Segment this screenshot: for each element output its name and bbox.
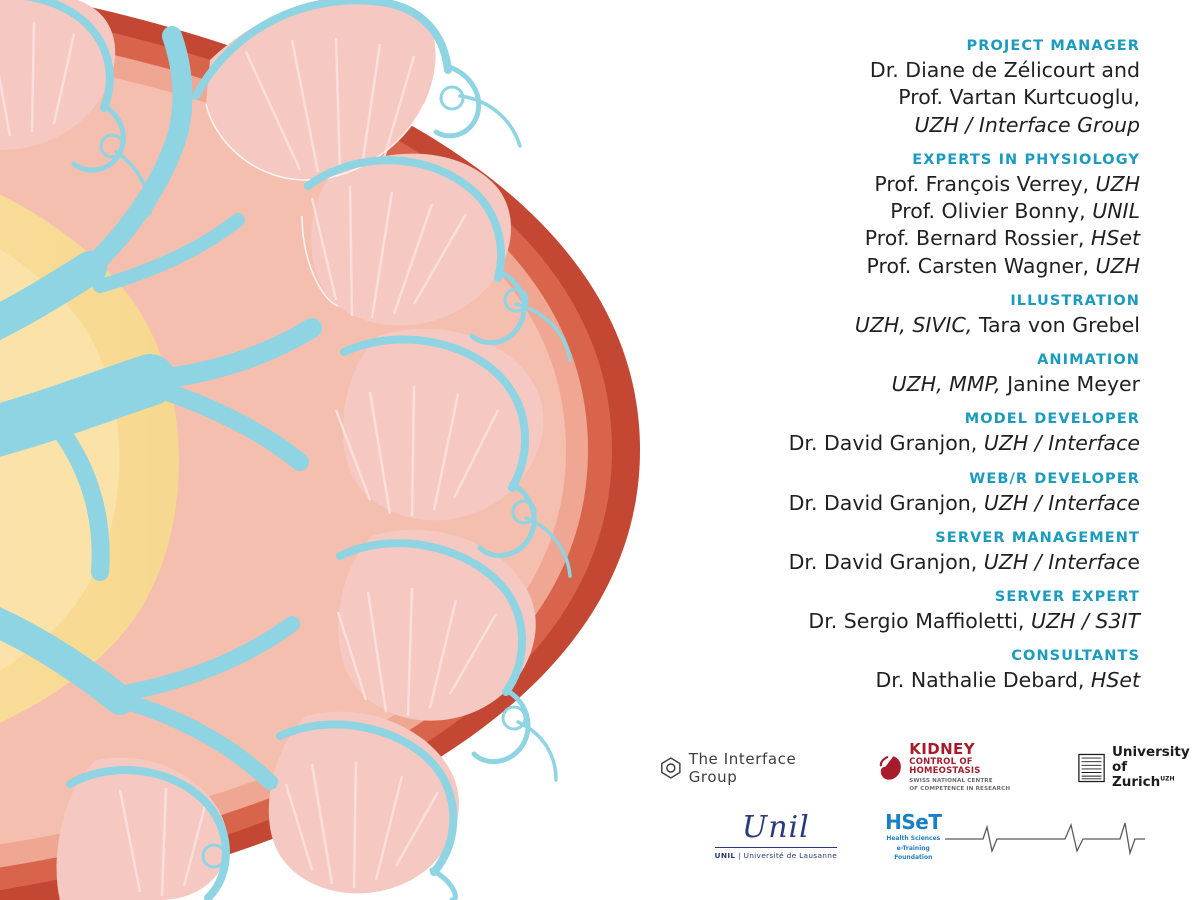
credit-block-experts-in-physiology (660, 150, 1140, 280)
credit-role: EXPERTS IN PHYSIOLOGY (912, 151, 1140, 168)
hset-subtitle-3: Foundation (894, 854, 933, 861)
uzh-line-2-text: Zurich (1111, 774, 1161, 791)
uzh-line-2 (1112, 775, 1200, 790)
credit-line-text: Prof. Carsten Wagner, (866, 253, 1096, 278)
credit-block-illustration (660, 291, 1140, 339)
credit-role: ANIMATION (1037, 352, 1140, 369)
credits-list (660, 36, 1200, 706)
logo-interface-group (660, 750, 835, 786)
credit-role: PROJECT MANAGER (966, 38, 1140, 54)
hset-subtitle-1: Health Sciences (886, 835, 941, 842)
credit-line (660, 312, 1140, 339)
hset-title: HSeT (885, 810, 942, 834)
credit-line-affiliation: UZH / Interfac (983, 549, 1128, 574)
logo-unil (714, 810, 838, 861)
credit-role: MODEL DEVELOPER (964, 411, 1140, 428)
uzh-line-1: University of (1111, 744, 1190, 776)
credit-line-text: Prof. François Verrey, (874, 171, 1096, 196)
unil-subtitle-bold: UNIL (714, 851, 736, 861)
credit-role: WEB/R DEVELOPER (969, 470, 1140, 487)
credit-line-text: Dr. Diane de Zélicourt and (869, 58, 1140, 83)
credit-block-server-management (660, 528, 1140, 576)
credit-line-affiliation: UZH / Interface (983, 431, 1140, 456)
kidney-subtitle: CONTROL OF HOMEOSTASIS (909, 756, 981, 776)
credit-line-affiliation: UZH (1095, 171, 1140, 196)
credit-block-consultants (660, 646, 1140, 694)
uzh-crest-icon (1078, 752, 1105, 784)
credit-line-text-tail: e (1127, 549, 1140, 574)
credit-line (660, 549, 1140, 576)
credit-line (660, 430, 1140, 457)
kidney-nccr-text (909, 742, 1034, 793)
uzh-superscript: UZH (1160, 775, 1175, 783)
hset-subtitle-2: e-Training (896, 844, 930, 852)
credit-line-affiliation: UZH / Interface Group (914, 112, 1140, 137)
hset-ecg-line-icon (945, 817, 1145, 857)
credit-line (660, 171, 1140, 198)
credit-line-text: Dr. David Granjon, (788, 549, 984, 574)
unil-wordmark: Unil (741, 810, 810, 846)
credit-line-text: Dr. Nathalie Debard, (875, 668, 1091, 693)
credit-line (660, 112, 1140, 139)
credit-line-text: Janine Meyer (1000, 372, 1140, 397)
unil-subtitle-rest: | Université de Lausanne (735, 851, 838, 861)
credit-block-model-developer (660, 409, 1140, 457)
credit-role: SERVER EXPERT (994, 589, 1140, 606)
credit-block-project-manager (660, 36, 1140, 139)
credit-line (660, 371, 1140, 398)
uzh-text (1112, 745, 1200, 790)
credit-line (660, 225, 1140, 252)
kidney-bean-icon (879, 753, 902, 783)
credit-line (660, 198, 1140, 225)
unil-divider (715, 847, 838, 848)
credit-line-affiliation: UZH / S3IT (1030, 609, 1140, 634)
credit-role: CONSULTANTS (1011, 648, 1140, 665)
credit-line (660, 490, 1140, 517)
credit-role: SERVER MANAGEMENT (935, 529, 1140, 546)
credit-block-web-r-developer (660, 469, 1140, 517)
credit-line-affiliation: HSet (1090, 668, 1140, 693)
logos-row-secondary (660, 812, 1200, 862)
credit-line-text: Dr. David Granjon, (788, 490, 984, 515)
credit-line (660, 57, 1140, 84)
kidney-title: KIDNEY (909, 740, 975, 758)
credit-line-affiliation: HSet (1090, 226, 1140, 251)
logos-row-primary (660, 742, 1200, 793)
kidney-caption-2: OF COMPETENCE IN RESEARCH (909, 786, 1011, 793)
hset-text (885, 812, 941, 862)
logo-kidney-nccr (879, 742, 1034, 793)
credit-line-text: Dr. Sergio Maffioletti, (808, 609, 1031, 634)
credit-line (660, 608, 1140, 635)
credit-line (660, 253, 1140, 280)
interface-group-label: The Interface Group (688, 749, 797, 786)
logo-hset (885, 812, 1145, 862)
credit-line-text: Dr. David Granjon, (788, 431, 984, 456)
credit-line-text: Tara von Grebel (972, 312, 1140, 337)
interface-group-icon (660, 756, 682, 780)
credit-line-affiliation: UZH (1095, 253, 1140, 278)
credit-block-server-expert (660, 587, 1140, 635)
credit-role: ILLUSTRATION (1010, 292, 1140, 309)
credit-line-affiliation: UZH / Interface (983, 490, 1140, 515)
logo-university-of-zurich (1078, 745, 1200, 790)
credit-line (660, 84, 1140, 111)
credit-line (660, 667, 1140, 694)
unil-subtitle (715, 851, 838, 860)
credit-line-affiliation: UZH, SIVIC, (854, 312, 973, 337)
credit-line-affiliation: UZH, MMP, (891, 372, 1001, 397)
credit-line-text: Prof. Vartan Kurtcuoglu, (898, 85, 1140, 110)
credit-line-text: Prof. Bernard Rossier, (864, 226, 1091, 251)
credit-block-animation (660, 350, 1140, 398)
credit-line-text: Prof. Olivier Bonny, (890, 199, 1093, 224)
kidney-caption-1: SWISS NATIONAL CENTRE (909, 777, 993, 784)
credit-line-affiliation: UNIL (1092, 199, 1140, 224)
